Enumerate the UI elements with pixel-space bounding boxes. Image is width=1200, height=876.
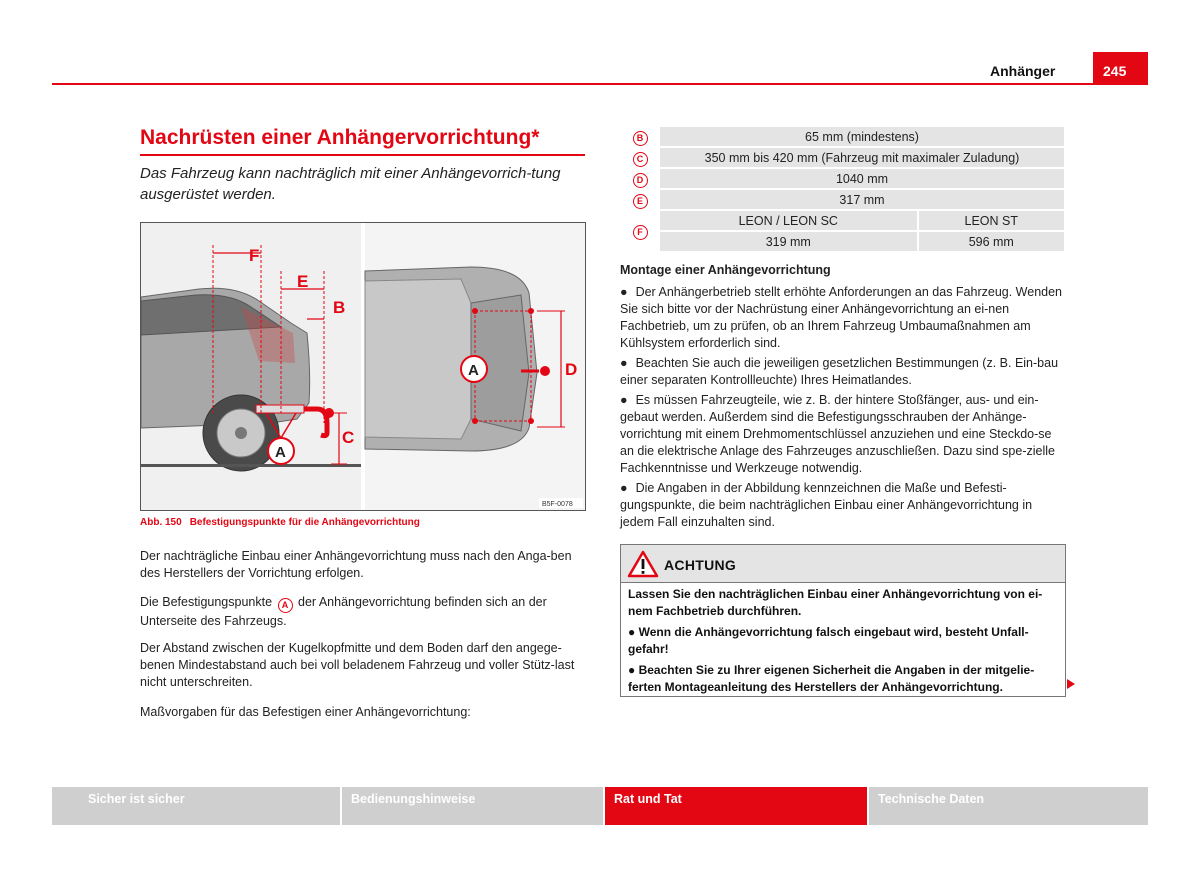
dim-label-b: B (633, 131, 648, 146)
dim-value-e: 317 mm (660, 190, 1064, 209)
warning-triangle-icon (627, 550, 659, 578)
paragraph-mounting-points-start: Die Befestigungspunkte (140, 595, 273, 609)
warning-line: Lassen Sie den nachträglichen Einbau einer Anhängevorrichtung von ei-nem Fachbetrieb durchführen. (628, 587, 1043, 618)
label-d: D (565, 360, 578, 379)
dim-f-value-leon: 319 mm (660, 232, 919, 251)
table-row (620, 127, 1064, 146)
dim-value-c: 350 mm bis 420 mm (Fahrzeug mit maximaler Zuladung) (660, 148, 1064, 167)
footer-tab-sicher[interactable]: Sicher ist sicher (52, 787, 340, 825)
page-number: 245 (1093, 52, 1148, 85)
label-e: E (297, 272, 309, 291)
table-row (620, 190, 1064, 209)
dim-value-b: 65 mm (mindestens) (660, 127, 1064, 146)
figure-caption-text: Befestigungspunkte für die Anhängevorrichtung (189, 517, 420, 528)
warning-title: ACHTUNG (664, 557, 737, 573)
table-row (620, 148, 1064, 167)
warning-body (621, 583, 1065, 695)
section-title: Nachrüsten einer Anhängervorrichtung* (140, 126, 540, 149)
dimension-table (620, 125, 1064, 253)
warning-line: ● Wenn die Anhängevorrichtung falsch eingebaut wird, besteht Unfall-gefahr! (628, 625, 1029, 656)
footer-tab-rat-und-tat[interactable]: Rat und Tat (605, 787, 867, 825)
label-b: B (333, 298, 346, 317)
label-a-under: A (468, 362, 479, 379)
label-a-side: A (275, 444, 286, 461)
warning-box (620, 544, 1066, 697)
dim-value-d: 1040 mm (660, 169, 1064, 188)
table-row (620, 211, 1064, 230)
footer-tab-bedienung[interactable]: Bedienungshinweise (342, 787, 603, 825)
paragraph-mounting-points (140, 594, 585, 630)
dim-label-c: C (633, 152, 648, 167)
ref-a-circle: A (278, 598, 293, 613)
towbar-diagram (140, 222, 586, 511)
figure-code: B5F-0078 (542, 501, 573, 508)
continue-arrow-icon (1067, 679, 1075, 689)
dim-label-d: D (633, 173, 648, 188)
label-c: C (342, 428, 355, 447)
list-item: ● Die Angaben in der Abbildung kennzeichnen die Maße und Befesti-gungspunkte, die beim nachträglichen Einbau einer Anhängevorrichtung in jedem Fall einzuhalten sind. (620, 481, 1033, 529)
footer-tab-technische-daten[interactable]: Technische Daten (869, 787, 1148, 825)
dim-f-head-leon: LEON / LEON SC (660, 211, 919, 230)
figure-caption-number: Abb. 150 (140, 517, 182, 528)
montage-heading: Montage einer Anhängevorrichtung (620, 263, 831, 277)
list-item: ● Es müssen Fahrzeugteile, wie z. B. der hintere Stoßfänger, aus- und ein-gebaut werden. Außerdem sind die Befestigungsschrauben der Anhänge-vorrichtung mit einem Drehmomentschlüssel anzuziehen und eine Steckdo-se an die elektrische Anlage des Fahrzeuges anzuschließen. Dazu sind spe-zielle Fachkenntnisse und Werkzeuge notwendig. (620, 393, 1055, 475)
paragraph-installation: Der nachträgliche Einbau einer Anhängevorrichtung muss nach den Anga-ben des Herstellers der Vorrichtung erfolgen. (140, 549, 572, 580)
towbar-illustration (141, 223, 586, 511)
paragraph-dimensions-intro: Maßvorgaben für das Befestigen einer Anhängevorrichtung: (140, 705, 471, 719)
table-row (620, 169, 1064, 188)
paragraph-ground-clearance: Der Abstand zwischen der Kugelkopfmitte und dem Boden darf den angege-benen Mindestabstand auch bei voll beladenem Fahrzeug und voller Stütz-last nicht unterschreiten. (140, 641, 575, 689)
warning-header (621, 545, 1065, 583)
dim-label-e: E (633, 194, 648, 209)
dim-f-head-leon-st: LEON ST (919, 211, 1064, 230)
warning-line: ● Beachten Sie zu Ihrer eigenen Sicherheit die Angaben in der mitgelie-ferten Montageanleitung des Herstellers der Anhängevorrichtung. (628, 663, 1035, 694)
chapter-title: Anhänger (990, 63, 1056, 79)
figure-caption (140, 517, 420, 528)
section-rule (140, 154, 585, 156)
list-item: ● Der Anhängerbetrieb stellt erhöhte Anforderungen an das Fahrzeug. Wenden Sie sich bitte vor der Nachrüstung einer Anhängevorrichtung an ei-nen Fachbetrieb, um zu prüfen, ob an Ihrem Fahrzeug Umbaumaßnahmen am Kühlsystem erforderlich sind. (620, 285, 1063, 350)
dim-label-f: F (633, 225, 648, 240)
label-f: F (249, 246, 260, 265)
list-item: ● Beachten Sie auch die jeweiligen gesetzlichen Bestimmungen (z. B. Ein-bau einer separaten Kontrollleuchte) Ihres Heimatlandes. (620, 356, 1059, 387)
dim-f-value-leon-st: 596 mm (919, 232, 1064, 251)
paragraph-mounting-points-end: der Anhängevorrichtung befinden sich an der Unterseite des Fahrzeugs. (140, 595, 547, 628)
table-row (620, 232, 1064, 251)
section-intro: Das Fahrzeug kann nachträglich mit einer Anhängevorrich-tung ausgerüstet werden. (140, 165, 561, 203)
header-rule (52, 83, 1148, 85)
